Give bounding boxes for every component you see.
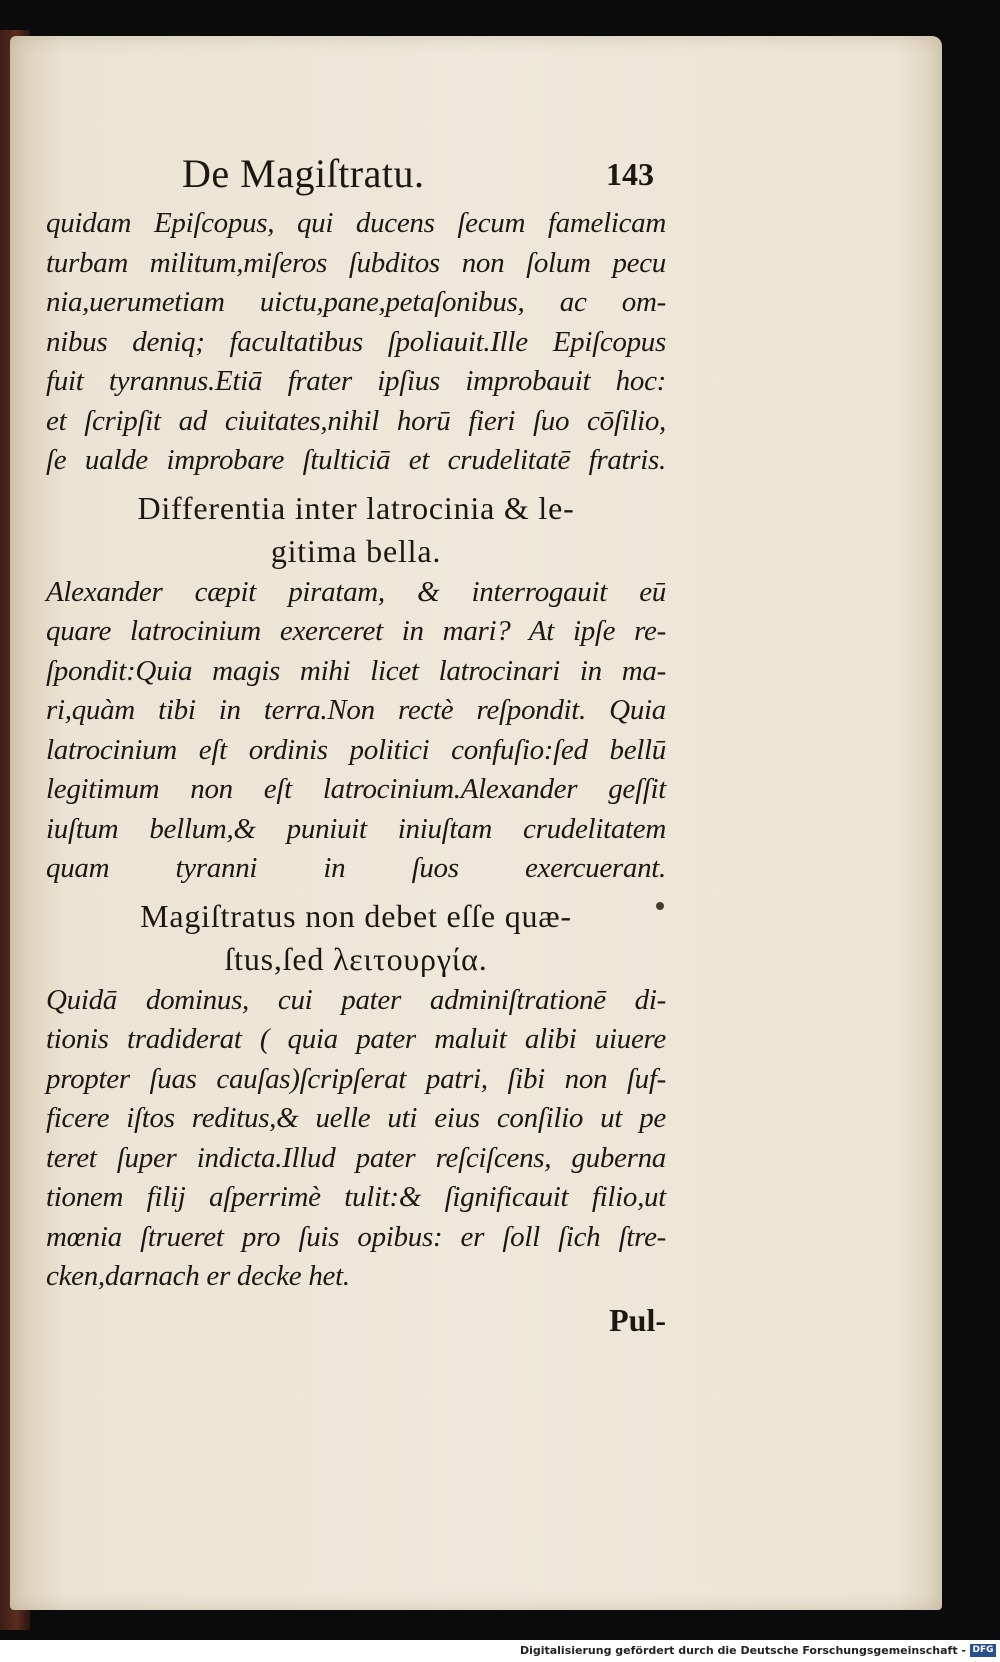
text-line: iuſtum bellum,& puniuit iniuſtam crudelitatem — [46, 812, 666, 845]
dfg-logo-icon: DFG — [970, 1644, 996, 1657]
text-line: quam tyranni in ſuos exercuerant. — [46, 852, 666, 884]
text-line: propter ſuas cauſas)ſcripſerat patri, ſibi non ſuf- — [46, 1062, 666, 1095]
funding-note: Digitalisierung gefördert durch die Deutsche Forschungsgemeinschaft - — [519, 1644, 966, 1657]
heading-line: Magiſtratus non debet eſſe quæ- — [140, 897, 572, 934]
text-line: legitimum non eſt latrocinium.Alexander geſſit — [46, 773, 666, 805]
heading-line: ſtus,ſed λειτουργία. — [224, 940, 488, 977]
paragraph-3 — [46, 981, 666, 1297]
text-block — [46, 150, 666, 1343]
text-line: et ſcripſit ad ciuitates,nihil horū fieri ſuo cōſilio, — [46, 404, 666, 437]
text-line: quidam Epiſcopus, qui ducens ſecum famelicam — [46, 207, 666, 239]
text-line: fuit tyrannus.Etiā frater ipſius improbauit hoc: — [46, 365, 666, 397]
heading-line: gitima bella. — [270, 532, 442, 569]
paragraph-2 — [46, 573, 666, 889]
text-line: latrocinium eſt ordinis politici confuſio:ſed bellū — [46, 733, 666, 766]
text-line: tionis tradiderat ( quia pater maluit alibi uiuere — [46, 1023, 666, 1055]
text-line: cken,darnach er decke het. — [46, 1260, 350, 1292]
text-line: ficere iſtos reditus,& uelle uti eius conſilio ut pe — [46, 1102, 666, 1134]
section-heading-2 — [46, 895, 666, 981]
page-number: 143 — [606, 156, 654, 192]
text-line: tionem filij aſperrimè tulit:& ſignificauit filio,ut — [46, 1181, 666, 1213]
text-line: ſe ualde improbare ſtulticiā et crudelitatē fratris. — [46, 444, 666, 476]
text-line: quare latrocinium exerceret in mari? At ipſe re- — [46, 615, 666, 647]
text-line: turbam militum,miſeros ſubditos non ſolum pecu — [46, 246, 666, 279]
text-line: ri,quàm tibi in terra.Non rectè reſpondit. Quia — [46, 694, 666, 726]
catchword: Pul- — [609, 1301, 666, 1338]
footer-bar — [0, 1640, 1000, 1662]
running-head-title: De Magiſtratu. — [182, 151, 425, 196]
text-line: mœnia ſtrueret pro ſuis opibus: er ſoll ſich ſtre- — [46, 1220, 666, 1253]
section-heading-1 — [46, 487, 666, 573]
text-line: Alexander cæpit piratam, & interrogauit eū — [46, 575, 666, 608]
book-page — [10, 36, 942, 1610]
text-line: nia,uerumetiam uictu,pane,petaſonibus, ac om- — [46, 286, 666, 318]
text-line: nibus deniq; facultatibus ſpoliauit.Ille Epiſcopus — [46, 325, 666, 358]
text-line: teret ſuper indicta.Illud pater reſciſcens, guberna — [46, 1141, 666, 1174]
running-head — [46, 150, 666, 204]
paragraph-1 — [46, 204, 666, 481]
text-line: ſpondit:Quia magis mihi licet latrocinari in ma- — [46, 654, 666, 687]
heading-line: Differentia inter latrocinia & le- — [137, 489, 575, 526]
text-line: Quidā dominus, cui pater adminiſtrationē di- — [46, 983, 666, 1016]
